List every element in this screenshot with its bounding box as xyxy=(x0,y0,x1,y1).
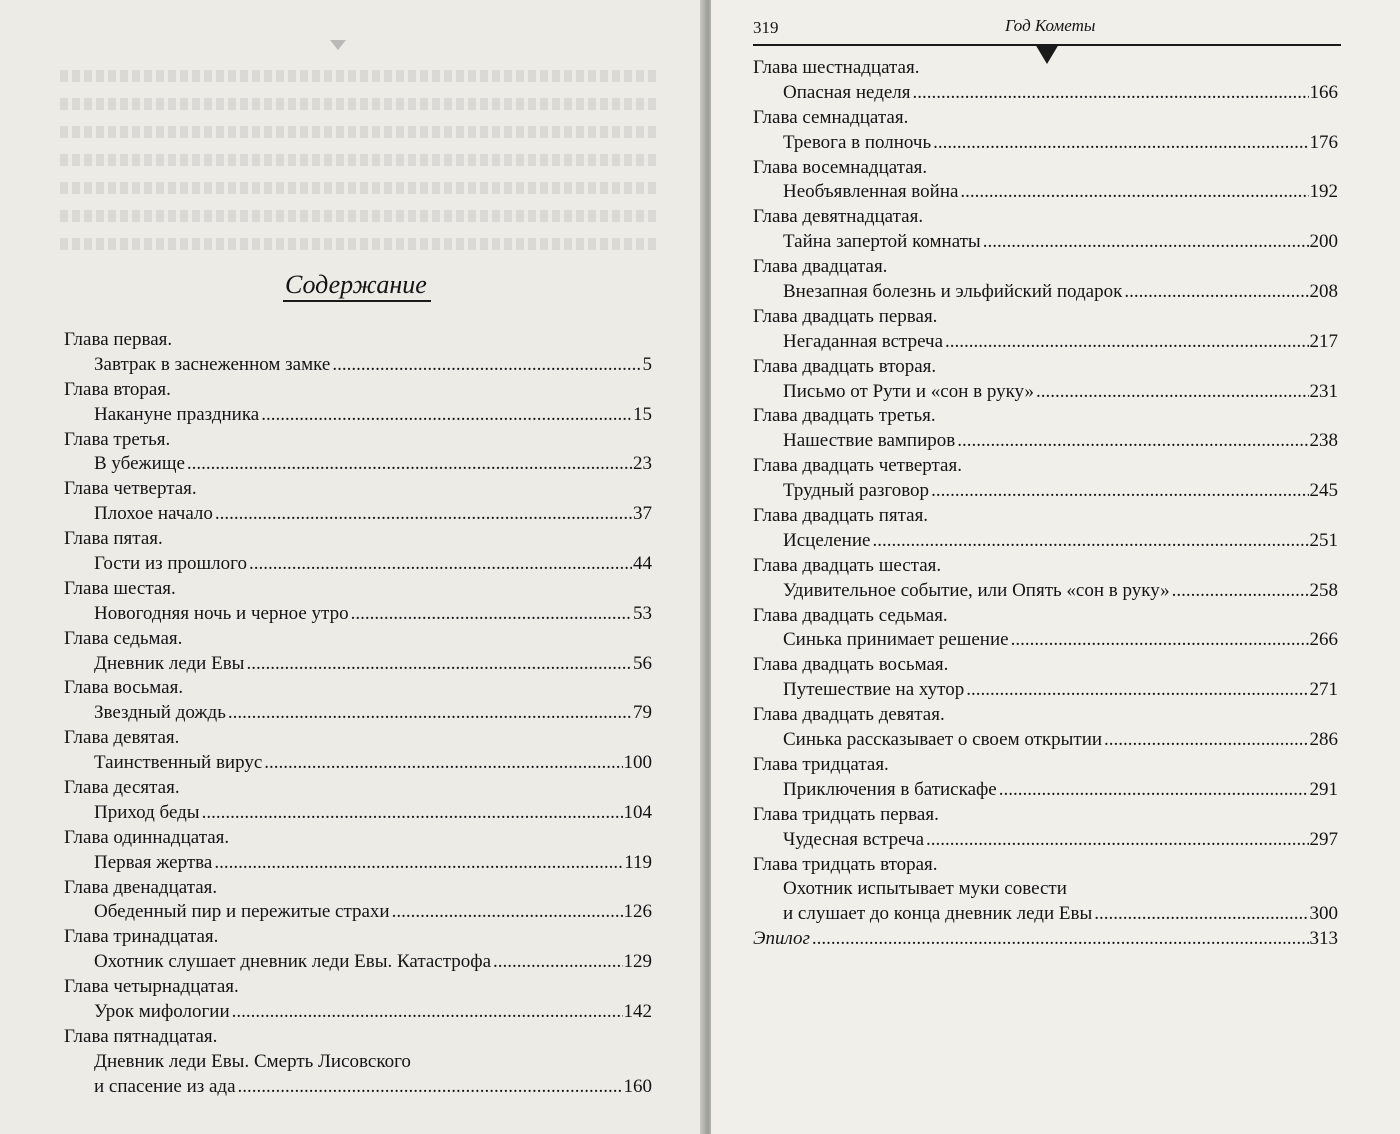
toc-entry-title: и спасение из ада xyxy=(94,1075,236,1097)
toc-page-number: 200 xyxy=(1309,231,1338,253)
dot-leader xyxy=(215,502,632,527)
toc-entry xyxy=(753,429,1338,454)
toc-entry-title: Нашествие вампиров xyxy=(783,430,956,452)
toc-chapter-heading: Глава тридцатая. xyxy=(753,753,889,775)
toc-chapter-heading: Глава вторая. xyxy=(64,378,171,400)
toc-entry-title: Тревога в полночь xyxy=(783,131,932,153)
toc-page-number: 5 xyxy=(642,353,652,375)
toc-entry-title: Необъявленная война xyxy=(783,181,959,203)
toc-chapter-heading: Глава пятнадцатая. xyxy=(64,1025,218,1047)
toc-entry xyxy=(753,828,1338,853)
dot-leader xyxy=(872,529,1308,554)
toc-entry-title: Новогодняя ночь и черное утро xyxy=(94,602,349,624)
dot-leader xyxy=(945,330,1308,355)
header-ornament xyxy=(330,40,346,50)
toc-entry-title: Звездный дождь xyxy=(94,702,226,724)
running-head xyxy=(753,16,1341,42)
dot-leader xyxy=(202,801,623,826)
toc-page-number: 291 xyxy=(1309,778,1338,800)
toc-page-number: 286 xyxy=(1309,729,1338,751)
toc-page-number: 258 xyxy=(1309,579,1338,601)
toc-chapter-heading: Глава двадцать восьмая. xyxy=(753,654,949,676)
toc-entry-title: Охотник испытывает муки совести xyxy=(783,878,1067,900)
toc-entry-title: Урок мифологии xyxy=(94,1001,230,1023)
toc-page-number: 142 xyxy=(623,1001,652,1023)
dot-leader xyxy=(1094,902,1308,927)
toc-entry xyxy=(753,778,1338,803)
toc-chapter-heading: Глава десятая. xyxy=(64,777,180,799)
toc-entry xyxy=(64,552,652,577)
toc-page-number: 300 xyxy=(1309,903,1338,925)
toc-chapter-heading: Глава четырнадцатая. xyxy=(64,976,239,998)
toc-entry xyxy=(753,180,1338,205)
toc-entry-title: Трудный разговор xyxy=(783,480,930,502)
toc-chapter-heading: Глава третья. xyxy=(64,428,171,450)
toc-entry xyxy=(753,280,1338,305)
toc-page-number: 126 xyxy=(623,901,652,923)
toc-entry xyxy=(753,579,1338,604)
toc-chapter-heading: Глава двадцать четвертая. xyxy=(753,455,962,477)
toc-entry xyxy=(64,452,652,477)
dot-leader xyxy=(966,678,1308,703)
toc-entry xyxy=(64,900,652,925)
dot-leader xyxy=(999,778,1309,803)
toc-entry xyxy=(64,652,652,677)
running-title: Год Кометы xyxy=(1005,16,1096,35)
toc-page-number: 15 xyxy=(633,403,652,425)
toc-entry xyxy=(753,131,1338,156)
dot-leader xyxy=(249,552,632,577)
toc-chapter-heading: Глава четвертая. xyxy=(64,478,197,500)
toc-entry xyxy=(64,602,652,627)
toc-chapter-heading: Глава шестая. xyxy=(64,577,176,599)
page-number: 319 xyxy=(753,18,779,37)
toc-page-number: 208 xyxy=(1309,281,1338,303)
dot-leader xyxy=(931,479,1308,504)
dot-leader xyxy=(933,131,1308,156)
toc-page-number: 266 xyxy=(1309,629,1338,651)
toc-entry xyxy=(753,380,1338,405)
toc-entry xyxy=(753,230,1338,255)
toc-page-number: 192 xyxy=(1309,181,1338,203)
toc-chapter-heading: Глава пятая. xyxy=(64,528,163,550)
toc-entry-title: В убежище xyxy=(94,453,185,475)
toc-entry-title: и слушает до конца дневник леди Евы xyxy=(783,903,1093,925)
toc-chapter-heading: Глава тридцать первая. xyxy=(753,803,939,825)
toc-entry xyxy=(753,479,1338,504)
dot-leader xyxy=(214,851,623,876)
toc-entry-title: Первая жертва xyxy=(94,851,213,873)
toc-entry xyxy=(753,81,1338,106)
toc-page-number: 313 xyxy=(1309,928,1338,950)
toc-page-number: 44 xyxy=(633,553,652,575)
toc-entry xyxy=(753,902,1338,927)
dot-leader xyxy=(1124,280,1308,305)
toc-title-underline xyxy=(283,300,431,302)
toc-entry xyxy=(64,851,652,876)
toc-page-number: 297 xyxy=(1309,828,1338,850)
toc-page-number: 271 xyxy=(1309,679,1338,701)
toc-entry-title: Синька принимает решение xyxy=(783,629,1009,651)
toc-entry-title: Тайна запертой комнаты xyxy=(783,231,981,253)
toc-page-number: 160 xyxy=(623,1075,652,1097)
toc-chapter-heading: Глава девятнадцатая. xyxy=(753,206,924,228)
dot-leader xyxy=(392,900,623,925)
toc-entry xyxy=(64,751,652,776)
toc-entry xyxy=(64,801,652,826)
dot-leader xyxy=(1036,380,1308,405)
toc-chapter-heading: Глава двадцать седьмая. xyxy=(753,604,948,626)
toc-page-number: 129 xyxy=(623,951,652,973)
toc-entry-title: Дневник леди Евы. Смерть Лисовского xyxy=(94,1050,411,1072)
toc-chapter-heading: Глава двадцать шестая. xyxy=(753,554,942,576)
toc-entry xyxy=(753,678,1338,703)
dot-leader xyxy=(960,180,1308,205)
dot-leader xyxy=(926,828,1308,853)
toc-entry xyxy=(64,701,652,726)
toc-entry-title: Охотник слушает дневник леди Евы. Катастрофа xyxy=(94,951,492,973)
toc-chapter-heading: Глава одиннадцатая. xyxy=(64,826,230,848)
toc-entry xyxy=(64,502,652,527)
toc-chapter-heading: Глава двадцать девятая. xyxy=(753,704,945,726)
toc-page-number: 119 xyxy=(624,851,652,873)
toc-title: Содержание xyxy=(285,270,427,299)
toc-page-number: 238 xyxy=(1309,430,1338,452)
toc-chapter-heading: Глава восьмая. xyxy=(64,677,184,699)
toc-page-number: 166 xyxy=(1309,81,1338,103)
toc-entry-title: Негаданная встреча xyxy=(783,330,944,352)
toc-entry-title: Дневник леди Евы xyxy=(94,652,245,674)
toc-entry-title: Удивительное событие, или Опять «сон в руку» xyxy=(783,579,1170,601)
toc-chapter-heading: Глава семнадцатая. xyxy=(753,106,909,128)
toc-entry-title: Приход беды xyxy=(94,801,200,823)
toc-chapter-heading: Глава восемнадцатая. xyxy=(753,156,928,178)
toc-entry-title: Внезапная болезнь и эльфийский подарок xyxy=(783,281,1123,303)
toc-entry xyxy=(753,529,1338,554)
toc-entry-title: Опасная неделя xyxy=(783,81,911,103)
toc-entry-title: Чудесная встреча xyxy=(783,828,925,850)
toc-entry xyxy=(753,628,1338,653)
toc-page-number: 217 xyxy=(1309,330,1338,352)
dot-leader xyxy=(232,1000,623,1025)
dot-leader xyxy=(187,452,632,477)
toc-page-number: 53 xyxy=(633,602,652,624)
toc-chapter-heading: Глава первая. xyxy=(64,329,173,350)
toc-chapter-heading: Глава двадцать пятая. xyxy=(753,505,929,527)
toc-chapter-heading: Глава девятая. xyxy=(64,727,180,749)
toc-entry-title: Приключения в батискафе xyxy=(783,778,997,800)
toc-chapter-heading: Глава двадцать третья. xyxy=(753,405,936,427)
toc-chapter-heading: Глава двадцать вторая. xyxy=(753,355,937,377)
toc-entry-title: Таинственный вирус xyxy=(94,752,263,774)
toc-entry-title: Письмо от Рути и «сон в руку» xyxy=(783,380,1035,402)
toc-entry xyxy=(753,927,1338,952)
toc-page-number: 104 xyxy=(623,801,652,823)
toc-entry xyxy=(753,728,1338,753)
dot-leader xyxy=(246,652,632,677)
toc-entry xyxy=(64,353,652,378)
dot-leader xyxy=(983,230,1309,255)
toc-entry-title: Завтрак в заснеженном замке xyxy=(94,353,331,375)
toc-page-number: 23 xyxy=(633,453,652,475)
toc-entry-title: Гости из прошлого xyxy=(94,553,247,575)
toc-list-right xyxy=(753,56,1338,952)
toc-entry xyxy=(753,330,1338,355)
toc-page-number: 56 xyxy=(633,652,652,674)
toc-list-left xyxy=(64,328,652,1100)
toc-page-number: 176 xyxy=(1309,131,1338,153)
dot-leader xyxy=(332,353,641,378)
toc-entry xyxy=(64,1075,652,1100)
toc-entry-title: Плохое начало xyxy=(94,503,213,525)
toc-entry xyxy=(64,950,652,975)
toc-entry-title: Синька рассказывает о своем открытии xyxy=(783,729,1103,751)
toc-entry xyxy=(64,403,652,428)
dot-leader xyxy=(812,927,1309,952)
dot-leader xyxy=(913,81,1309,106)
toc-chapter-heading: Глава двенадцатая. xyxy=(64,876,218,898)
dot-leader xyxy=(264,751,622,776)
dot-leader xyxy=(493,950,622,975)
toc-chapter-heading: Глава шестнадцатая. xyxy=(753,57,920,78)
toc-entry-title: Путешествие на хутор xyxy=(783,679,965,701)
dot-leader xyxy=(1172,579,1309,604)
dot-leader xyxy=(1011,628,1309,653)
dot-leader xyxy=(261,403,632,428)
toc-page-number: 100 xyxy=(623,752,652,774)
toc-page-number: 79 xyxy=(633,702,652,724)
toc-entry-title: Исцеление xyxy=(783,529,871,551)
toc-entry xyxy=(64,1000,652,1025)
toc-entry-title: Эпилог xyxy=(753,928,810,950)
toc-entry-title: Обеденный пир и пережитые страхи xyxy=(94,901,390,923)
toc-page-number: 37 xyxy=(633,503,652,525)
toc-entry-title: Накануне праздника xyxy=(94,403,260,425)
toc-page-number: 251 xyxy=(1309,529,1338,551)
toc-chapter-heading: Глава двадцатая. xyxy=(753,256,888,278)
dot-leader xyxy=(238,1075,623,1100)
toc-page-number: 231 xyxy=(1309,380,1338,402)
toc-chapter-heading: Глава тринадцатая. xyxy=(64,926,219,948)
dot-leader xyxy=(1104,728,1308,753)
toc-page-number: 245 xyxy=(1309,480,1338,502)
toc-chapter-heading: Глава тридцать вторая. xyxy=(753,853,938,875)
dot-leader xyxy=(351,602,632,627)
toc-chapter-heading: Глава двадцать первая. xyxy=(753,305,938,327)
dot-leader xyxy=(228,701,632,726)
toc-chapter-heading: Глава седьмая. xyxy=(64,627,183,649)
dot-leader xyxy=(957,429,1308,454)
